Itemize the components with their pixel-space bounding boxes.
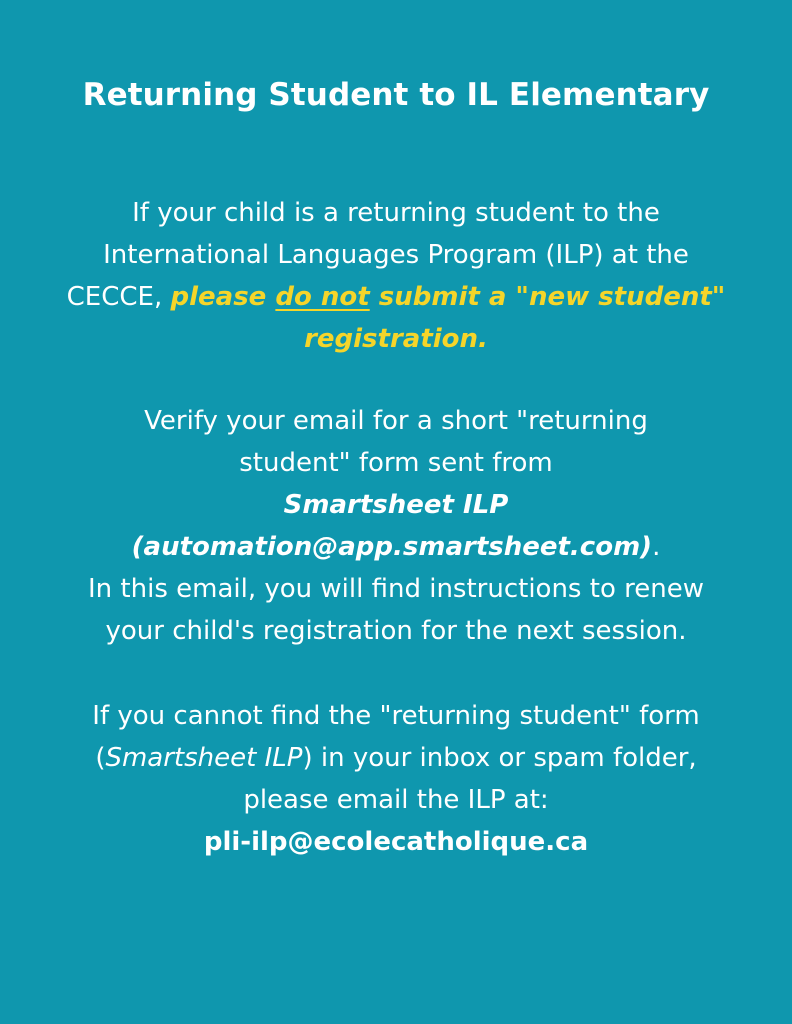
warning-text-end: registration. [304, 324, 488, 354]
contact-line-3: please email the ILP at: [243, 785, 549, 815]
contact-line-1: If you cannot find the "returning student" form [92, 701, 700, 731]
contact-line-2 [40, 737, 752, 779]
notice-line-1: If your child is a returning student to the [132, 198, 660, 228]
contact-instructions [40, 695, 752, 863]
returning-student-notice [40, 192, 752, 360]
verify-line-6: your child's registration for the next session. [105, 616, 687, 646]
verify-line-2: student" form sent from [239, 448, 553, 478]
contact-sender-name: Smartsheet ILP [105, 743, 303, 773]
warning-text-start: please [170, 282, 276, 312]
contact-email[interactable]: pli-ilp@ecolecatholique.ca [203, 827, 589, 857]
sender-email-period: . [652, 532, 661, 562]
warning-text-middle: submit a "new student" [369, 282, 726, 312]
verify-line-5: In this email, you will find instructions to renew [88, 574, 704, 604]
sender-email-line [40, 526, 752, 568]
notice-line-3 [40, 276, 752, 318]
sender-name: Smartsheet ILP [283, 490, 509, 520]
notice-line-3-prefix: CECCE, [66, 282, 171, 312]
sender-email: (automation@app.smartsheet.com) [131, 532, 653, 562]
verify-email-instructions [40, 400, 752, 652]
page-title: Returning Student to IL Elementary [82, 77, 710, 113]
verify-line-1: Verify your email for a short "returning [144, 406, 648, 436]
notice-line-2: International Languages Program (ILP) at the [103, 240, 689, 270]
contact-line-2-rest: ) in your inbox or spam folder, [302, 743, 697, 773]
contact-paren-open: ( [95, 743, 106, 773]
warning-do-not: do not [275, 282, 370, 312]
